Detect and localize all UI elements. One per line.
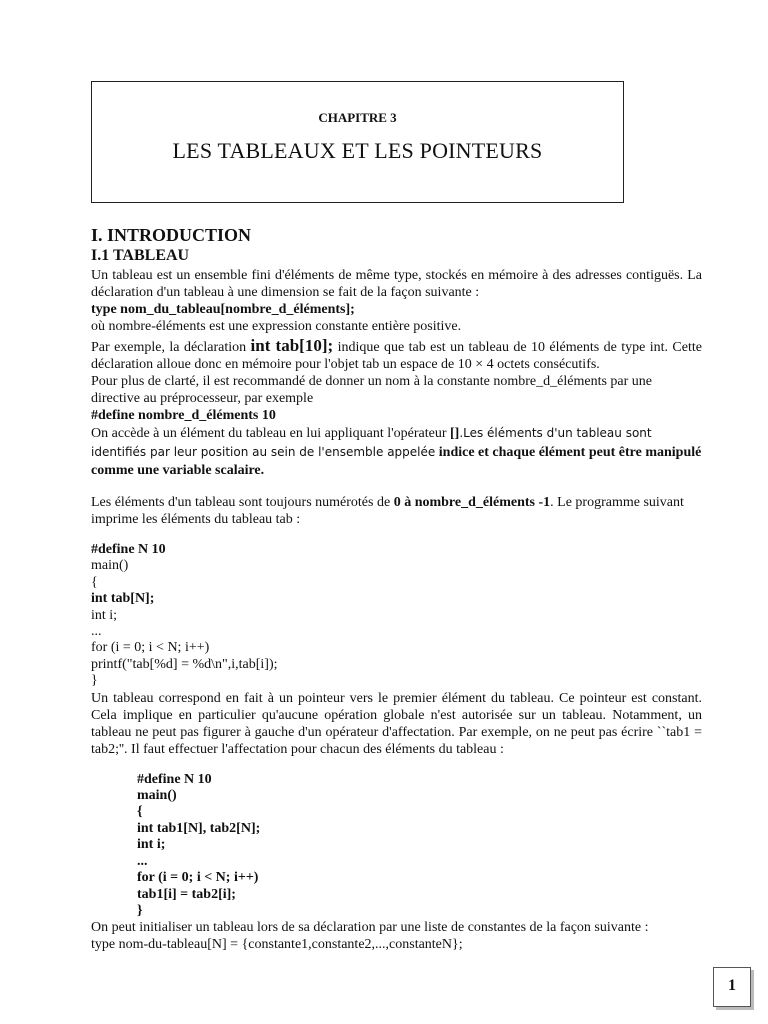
intro-paragraph: Un tableau est un ensemble fini d'éléments de même type, stockés en mémoire à des adresses contiguës. La déclaration d'un tableau à une dimension se fait de la façon suivante : bbox=[91, 268, 702, 300]
code-line: } bbox=[91, 673, 98, 689]
code-line: int tab1[N], tab2[N]; bbox=[137, 820, 261, 836]
page-number: 1 bbox=[713, 967, 751, 1007]
code-line: #define N 10 bbox=[137, 771, 212, 787]
pointer-paragraph: Un tableau correspond en fait à un pointeur vers le premier élément du tableau. Ce pointeur est constant. Cela implique en particulier qu'aucune opération globale n'est autorisée sur un tableau. Notamment, un tableau ne peut pas figurer à gauche d'un opérateur d'affectation. Par exemple, on ne peut pas écrire ``tab1 = tab2;''. Il faut effectuer l'affectation pour chacun des éléments du tableau : bbox=[91, 690, 702, 757]
code-block-copy bbox=[91, 772, 702, 920]
example-code: int tab[10]; bbox=[250, 336, 334, 355]
code-line: int tab[N]; bbox=[91, 591, 155, 607]
code-line: main() bbox=[137, 788, 177, 804]
code-block-print bbox=[91, 542, 702, 690]
code-line: } bbox=[137, 902, 143, 918]
define-example: #define nombre_d_éléments 10 bbox=[91, 408, 276, 423]
example-text-pre: Par exemple, la déclaration bbox=[91, 340, 251, 355]
access-text-bold: indice et chaque élément peut être manipulé comme une variable scalaire. bbox=[91, 445, 702, 478]
numbering-text-pre: Les éléments d'un tableau sont toujours numérotés de bbox=[91, 495, 394, 510]
numbering-range: 0 à nombre_d_éléments -1 bbox=[393, 495, 551, 510]
numbering-paragraph bbox=[91, 494, 702, 528]
numbering-text-post: . Le programme suivant imprime les éléments du tableau tab : bbox=[91, 495, 684, 527]
code-line: for (i = 0; i < N; i++) bbox=[137, 870, 259, 886]
code-line: tab1[i] = tab2[i]; bbox=[137, 886, 236, 902]
example-paragraph bbox=[91, 337, 702, 373]
code-line: main() bbox=[91, 558, 129, 574]
access-operator: [] bbox=[449, 426, 460, 441]
declaration-note: où nombre-éléments est une expression constante entière positive. bbox=[91, 319, 462, 334]
code-line: ... bbox=[137, 853, 148, 869]
clarity-paragraph: Pour plus de clarté, il est recommandé de donner un nom à la constante nombre_d_éléments par une directive au préprocesseur, par exemple bbox=[91, 374, 652, 406]
chapter-title-box bbox=[91, 81, 624, 203]
code-line: for (i = 0; i < N; i++) bbox=[91, 640, 210, 656]
section-heading: I. INTRODUCTION bbox=[91, 225, 252, 245]
access-paragraph bbox=[91, 424, 702, 480]
chapter-title: LES TABLEAUX ET LES POINTEURS bbox=[172, 138, 543, 163]
init-syntax: type nom-du-tableau[N] = {constante1,constante2,...,constanteN}; bbox=[91, 937, 463, 953]
init-paragraph: On peut initialiser un tableau lors de sa déclaration par une liste de constantes de la façon suivante : bbox=[91, 920, 649, 936]
document-body bbox=[91, 224, 702, 953]
chapter-label: CHAPITRE 3 bbox=[318, 110, 397, 125]
example-text-post: indique que tab est un tableau de 10 éléments de type int. Cette déclaration alloue donc en mémoire pour l'objet tab un espace de 10 × 4 octets consécutifs. bbox=[91, 340, 702, 372]
code-line: { bbox=[137, 804, 143, 820]
code-line: { bbox=[91, 574, 98, 590]
code-line: ... bbox=[91, 624, 102, 640]
access-text-pre: On accède à un élément du tableau en lui appliquant l'opérateur bbox=[91, 426, 450, 441]
declaration-syntax: type nom_du_tableau[nombre_d_éléments]; bbox=[91, 302, 355, 317]
code-line: int i; bbox=[137, 837, 166, 853]
code-line: printf("tab[%d] = %d\n",i,tab[i]); bbox=[91, 656, 278, 672]
access-text-sans: .Les éléments d'un tableau sont identifiés par leur position au sein de l'ensemble appelée bbox=[91, 426, 652, 459]
subsection-heading: I.1 TABLEAU bbox=[91, 247, 190, 264]
code-line: int i; bbox=[91, 607, 118, 623]
code-line: #define N 10 bbox=[91, 542, 166, 557]
